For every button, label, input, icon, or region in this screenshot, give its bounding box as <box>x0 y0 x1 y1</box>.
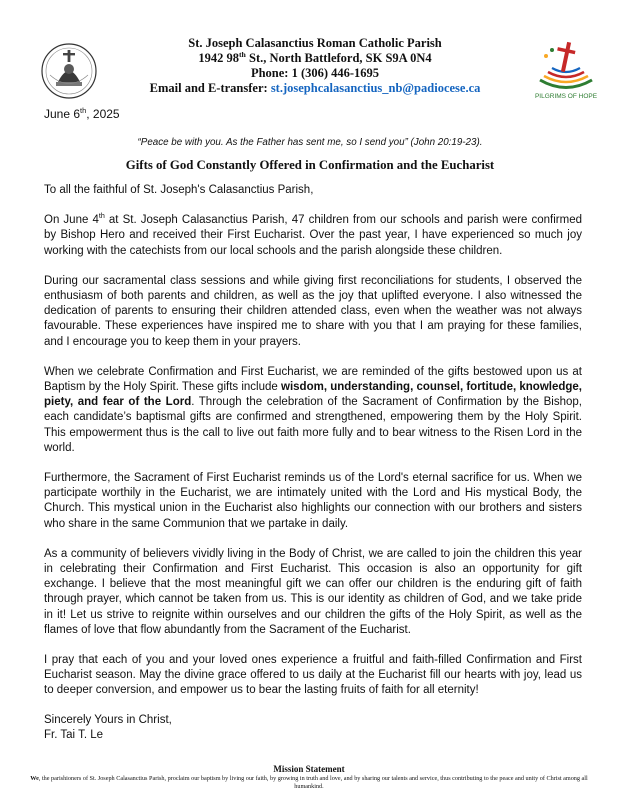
letter-date: June 6th, 2025 <box>44 106 120 121</box>
email-link[interactable]: st.josephcalasanctius_nb@padiocese.ca <box>270 81 481 95</box>
mission-statement <box>20 764 598 791</box>
signoff <box>44 713 172 743</box>
letter-body <box>44 183 582 714</box>
gifts-of-spirit: wisdom, understanding, counsel, fortitude, knowledge, piety, and fear of the Lord <box>44 381 582 409</box>
logo-caption: PILGRIMS OF HOPE <box>534 93 598 100</box>
signature: Fr. Tai T. Le <box>44 729 104 742</box>
letterhead <box>0 0 618 100</box>
scripture-epigraph: “Peace be with you. As the Father has sent me, so I send you” (John 20:19-23). <box>137 137 483 148</box>
mission-text: We, the parishioners of St. Joseph Calasanctius Parish, proclaim our baptism by living our faith, by growing in truth and love, and by sharing our talents and service, thus contributing to the peace and unity of Christ among all humankind. <box>30 775 588 790</box>
parish-address: 1942 98th St., North Battleford, SK S9A 0N4 <box>198 49 432 65</box>
letter-title: Gifts of God Constantly Offered in Confirmation and the Eucharist <box>125 158 495 172</box>
pilgrims-of-hope-logo <box>530 40 602 100</box>
salutation: To all the faithful of St. Joseph's Calasanctius Parish, <box>44 184 314 196</box>
parish-contact-block <box>120 36 510 96</box>
paragraph-6: I pray that each of you and your loved ones experience a fruitful and faith-filled Confirmation and First Eucharist season. May the divine grace offered to us daily at the Eucharist fill our hearts with joy, lead us to deeper conversion, and empower us to bear the lasting fruits of faith for all eternity! <box>44 654 582 697</box>
paragraph-1: On June 4th at St. Joseph Calasanctius Parish, 47 children from our schools and parish were confirmed by Bishop Hero and received their First Eucharist. Over the past year, I have experienced so much joy working with the catechists from our local schools and the parish alongside these children. <box>44 212 582 257</box>
paragraph-4: Furthermore, the Sacrament of First Eucharist reminds us of the Lord's eternal sacrifice for us. When we participate worthily in the Eucharist, we are intimately united with the Lord and His mystical Body, the Church. This mystical union in the Eucharist also highlights our connection with our brothers and sisters who share in the same Communion that we partake in daily. <box>44 472 582 530</box>
paragraph-5: As a community of believers vividly living in the Body of Christ, we are called to join the children this year in celebrating their Confirmation and First Eucharist. This occasion is also an opportunity for gift exchange. I believe that the most meaningful gift we can offer our children is the enduring gift of faith through prayer, which cannot be taken from us. This is our identity as children of God, and we take pride in it! Let us strive to reignite within ourselves and our children the gifts of the Holy Spirit, as well as the flames of love that flow abundantly from the Sacrament of the Eucharist. <box>44 547 582 636</box>
parish-email: Email and E-transfer: st.josephcalasanctius_nb@padiocese.ca <box>149 81 481 95</box>
parish-name: St. Joseph Calasanctius Roman Catholic Parish <box>188 36 442 50</box>
mission-title: Mission Statement <box>273 764 345 774</box>
parish-logo <box>40 42 98 100</box>
paragraph-2: During our sacramental class sessions and while giving first reconciliations for students, I observed the enthusiasm of both parents and children, as well as the joy that uplifted everyone. I also witnessed the dedication of parents to ensuring their children attended class, even when the weather was not always favourable. These experiences have inspired me to share with you that I am praying for these families, and I encourage you to keep them in your prayers. <box>44 274 582 348</box>
parish-phone: Phone: 1 (306) 446-1695 <box>250 66 380 80</box>
paragraph-3: When we celebrate Confirmation and First Eucharist, we are reminded of the gifts bestowed upon us at Baptism by the Holy Spirit. These gifts include wisdom, understanding, counsel, fortitude, knowledge, piety, and fear of the Lord. Through the celebration of the Sacrament of Confirmation by the Bishop, each candidate’s baptismal gifts are confirmed and strengthened, empowering them by the Holy Spirit. This empowerment thus is the call to live out faith more fully and to bear witness to the Risen Lord in the world. <box>44 365 582 454</box>
closing: Sincerely Yours in Christ, <box>44 714 172 726</box>
